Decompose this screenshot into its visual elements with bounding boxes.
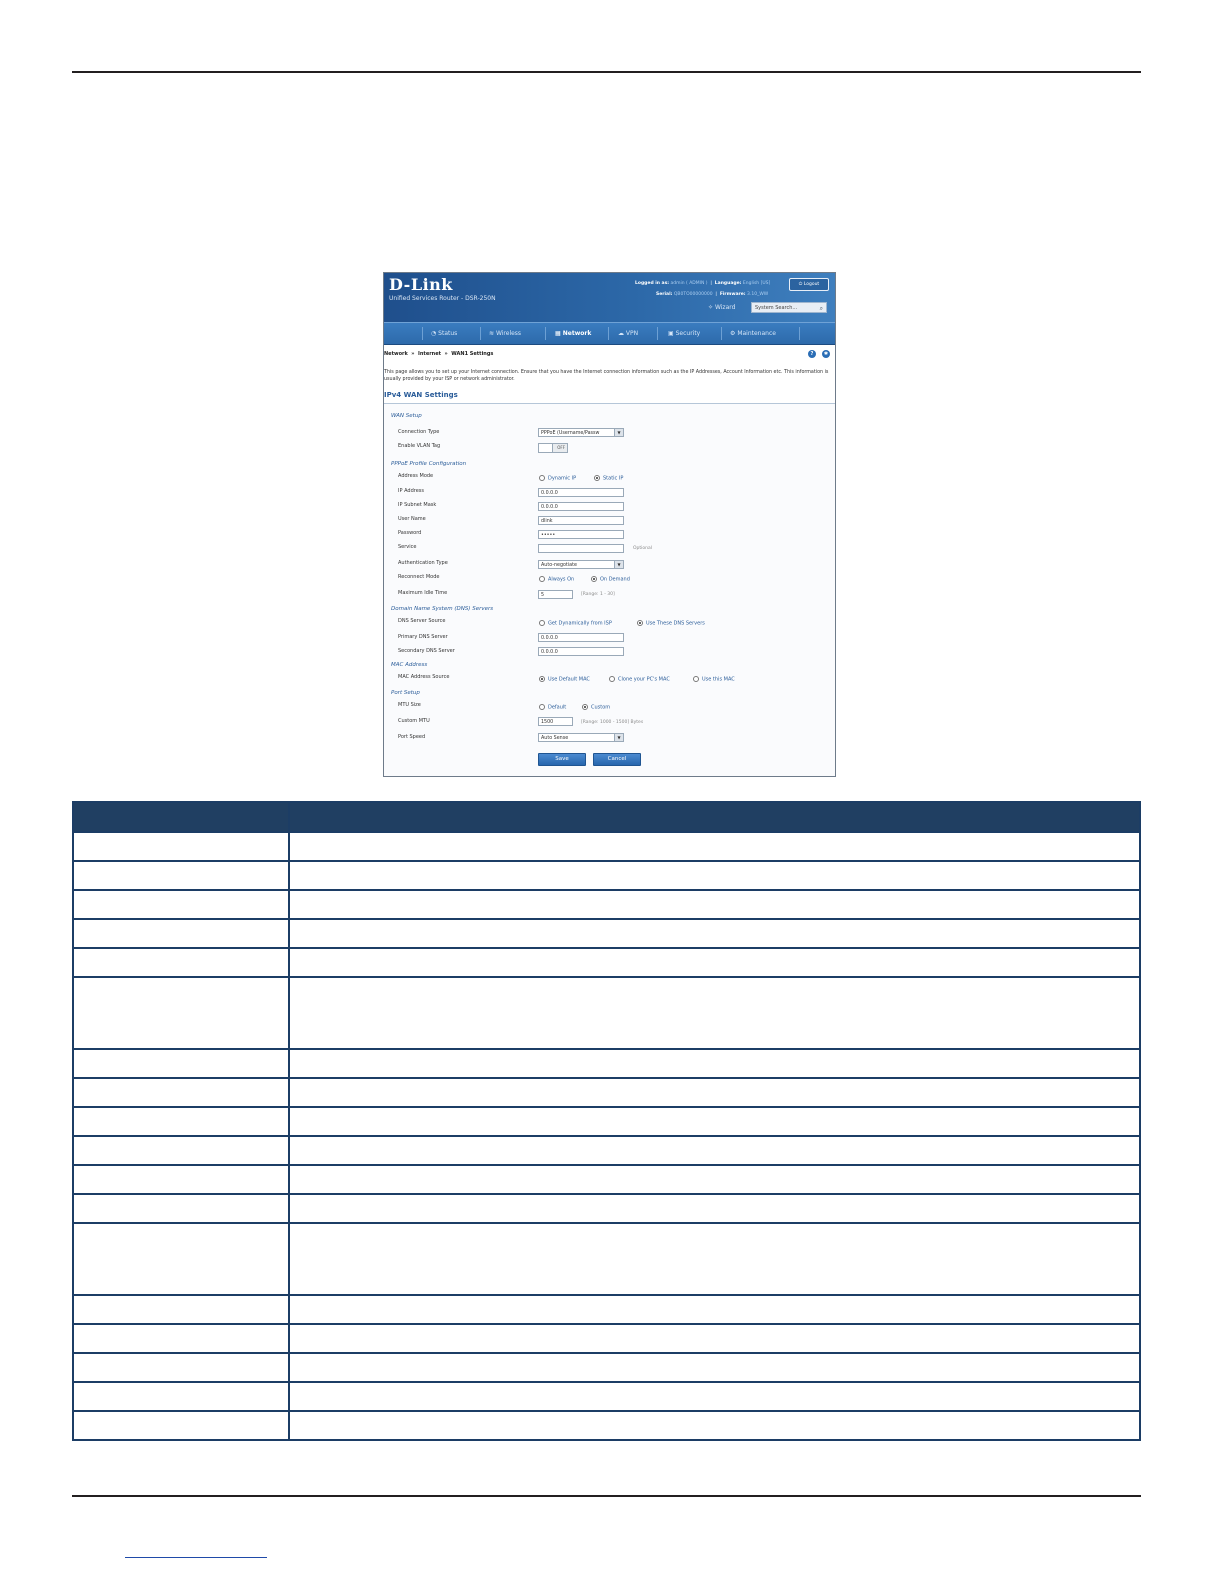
network-icon: ▦ bbox=[555, 330, 561, 337]
wifi-icon: ≋ bbox=[489, 330, 495, 337]
section-title: IPv4 WAN Settings bbox=[384, 391, 458, 399]
table-header-row bbox=[73, 802, 1140, 832]
breadcrumb: Network » Internet » WAN1 Settings bbox=[384, 351, 494, 357]
label-connection-type: Connection Type bbox=[398, 429, 440, 435]
radio-dns-isp[interactable]: Get Dynamically from ISP bbox=[539, 620, 612, 627]
search-icon: ⌕ bbox=[819, 305, 823, 312]
secondary-dns-input[interactable]: 0.0.0.0 bbox=[538, 647, 624, 656]
label-enable-vlan: Enable VLAN Tag bbox=[398, 443, 441, 449]
auth-type-select[interactable]: Auto-negotiate ▼ bbox=[538, 560, 624, 569]
label-user-name: User Name bbox=[398, 516, 426, 522]
language-label: Language: bbox=[714, 281, 742, 286]
table-row bbox=[73, 1165, 1140, 1194]
table-row bbox=[73, 1049, 1140, 1078]
group-wan-setup: WAN Setup bbox=[391, 413, 422, 419]
label-mtu-size: MTU Size bbox=[398, 702, 421, 708]
parameter-table bbox=[72, 801, 1141, 1441]
cancel-button[interactable]: Cancel bbox=[593, 753, 641, 766]
radio-mac-this[interactable]: Use this MAC bbox=[693, 676, 735, 683]
service-input[interactable] bbox=[538, 544, 624, 553]
label-subnet: IP Subnet Mask bbox=[398, 502, 437, 508]
chevron-down-icon: ▼ bbox=[614, 429, 623, 436]
system-search-input[interactable]: System Search... ⌕ bbox=[751, 302, 827, 313]
crumb-internet[interactable]: Internet bbox=[418, 351, 442, 357]
vlan-toggle[interactable]: OFF bbox=[538, 443, 568, 453]
table-row bbox=[73, 1136, 1140, 1165]
serial-label: Serial: bbox=[656, 292, 673, 297]
radio-mtu-default[interactable]: Default bbox=[539, 704, 566, 711]
table-row bbox=[73, 1194, 1140, 1223]
firmware-label: Firmware: bbox=[719, 292, 746, 297]
radio-mac-clone[interactable]: Clone your PC's MAC bbox=[609, 676, 670, 683]
table-row bbox=[73, 1107, 1140, 1136]
serial-value: QB0TO00000000 bbox=[673, 292, 713, 297]
label-reconnect: Reconnect Mode bbox=[398, 574, 440, 580]
table-row bbox=[73, 861, 1140, 890]
subnet-mask-input[interactable]: 0.0.0.0 bbox=[538, 502, 624, 511]
table-row bbox=[73, 1324, 1140, 1353]
main-nav bbox=[384, 322, 835, 345]
help-icon[interactable]: ? bbox=[808, 350, 816, 358]
logged-in-value: admin ( ADMIN ) bbox=[670, 281, 708, 286]
label-password: Password bbox=[398, 530, 422, 536]
chevron-down-icon: ▼ bbox=[614, 561, 623, 568]
table-row bbox=[73, 977, 1140, 1049]
wizard-link[interactable]: ✧ Wizard bbox=[708, 304, 736, 311]
label-custom-mtu: Custom MTU bbox=[398, 718, 430, 724]
router-header: D-Link Unified Services Router - DSR-250N Logged in as: admin ( ADMIN ) | Language: English [US] Serial: QB0TO00000000 | Firmware: 3.10_WW ⏻ Logout ✧ Wizard System Search... ⌕ bbox=[384, 273, 835, 322]
nav-maintenance[interactable]: ⚙ Maintenance bbox=[730, 330, 776, 337]
router-screenshot bbox=[383, 272, 836, 777]
wand-icon: ✧ bbox=[708, 304, 714, 311]
idle-hint: [Range: 1 - 30] bbox=[581, 592, 615, 597]
lock-icon: ▣ bbox=[668, 330, 674, 337]
footer-rule bbox=[72, 1495, 1141, 1497]
product-name: Unified Services Router - DSR-250N bbox=[389, 295, 496, 302]
radio-dynamic-ip[interactable]: Dynamic IP bbox=[539, 475, 576, 482]
table-row bbox=[73, 1353, 1140, 1382]
table-row bbox=[73, 890, 1140, 919]
radio-dns-these[interactable]: Use These DNS Servers bbox=[637, 620, 705, 627]
table-row bbox=[73, 1382, 1140, 1411]
firmware-value: 3.10_WW bbox=[747, 292, 769, 297]
radio-on-demand[interactable]: On Demand bbox=[591, 576, 630, 583]
mtu-hint: [Range: 1000 - 1500] Bytes bbox=[581, 720, 644, 725]
dlink-logo: D-Link bbox=[389, 275, 453, 294]
nav-network[interactable]: ▦ Network bbox=[555, 330, 592, 337]
chevron-down-icon: ▼ bbox=[614, 734, 623, 741]
nav-wireless[interactable]: ≋ Wireless bbox=[489, 330, 522, 337]
label-auth-type: Authentication Type bbox=[398, 560, 448, 566]
crumb-network[interactable]: Network bbox=[384, 351, 408, 357]
radio-mtu-custom[interactable]: Custom bbox=[582, 704, 610, 711]
logged-in-label: Logged in as: bbox=[635, 281, 670, 286]
nav-security[interactable]: ▣ Security bbox=[668, 330, 701, 337]
crumb-wan1: WAN1 Settings bbox=[451, 351, 494, 357]
label-address-mode: Address Mode bbox=[398, 473, 434, 479]
group-port: Port Setup bbox=[391, 690, 420, 696]
table-row bbox=[73, 919, 1140, 948]
settings-icon[interactable]: ✱ bbox=[823, 351, 829, 357]
ip-address-input[interactable]: 0.0.0.0 bbox=[538, 488, 624, 497]
nav-status[interactable]: ◔ Status bbox=[431, 330, 458, 337]
radio-static-ip[interactable]: Static IP bbox=[594, 475, 623, 482]
label-mac-source: MAC Address Source bbox=[398, 674, 450, 680]
table-row bbox=[73, 1223, 1140, 1295]
label-secondary-dns: Secondary DNS Server bbox=[398, 648, 455, 654]
header-rule bbox=[72, 71, 1141, 73]
label-primary-dns: Primary DNS Server bbox=[398, 634, 448, 640]
save-button[interactable]: Save bbox=[538, 753, 586, 766]
group-mac: MAC Address bbox=[391, 662, 428, 668]
table-row bbox=[73, 1295, 1140, 1324]
cloud-icon: ☁ bbox=[618, 330, 624, 337]
group-dns: Domain Name System (DNS) Servers bbox=[391, 606, 494, 612]
logout-button[interactable]: ⏻ Logout bbox=[789, 278, 829, 291]
intro-text: This page allows you to set up your Internet connection. Ensure that you have the Internet connection information such as the IP Addresses, Account Information etc. This information is usually provided by your ISP or network administrator. bbox=[384, 370, 829, 382]
user-name-input[interactable]: dlink bbox=[538, 516, 624, 525]
radio-mac-default[interactable]: Use Default MAC bbox=[539, 676, 590, 683]
label-ip-address: IP Address bbox=[398, 488, 424, 494]
table-row bbox=[73, 1078, 1140, 1107]
label-port-speed: Port Speed bbox=[398, 734, 426, 740]
primary-dns-input[interactable]: 0.0.0.0 bbox=[538, 633, 624, 642]
nav-vpn[interactable]: ☁ VPN bbox=[618, 330, 639, 337]
label-dns-source: DNS Server Source bbox=[398, 618, 446, 624]
table-row bbox=[73, 948, 1140, 977]
radio-always-on[interactable]: Always On bbox=[539, 576, 574, 583]
label-idle-time: Maximum Idle Time bbox=[398, 590, 448, 596]
password-input[interactable]: ••••• bbox=[538, 530, 624, 539]
service-hint: Optional bbox=[633, 546, 653, 551]
gear-icon: ⚙ bbox=[730, 330, 736, 337]
custom-mtu-input[interactable]: 1500 bbox=[538, 717, 573, 726]
gauge-icon: ◔ bbox=[431, 330, 437, 337]
footer-link-underline[interactable] bbox=[125, 1557, 267, 1558]
port-speed-select[interactable]: Auto Sense ▼ bbox=[538, 733, 624, 742]
power-icon: ⏻ bbox=[798, 282, 803, 287]
label-service: Service bbox=[398, 544, 417, 550]
connection-type-select[interactable]: PPPoE (Username/Passw ▼ bbox=[538, 428, 624, 437]
table-row bbox=[73, 1411, 1140, 1440]
table-row bbox=[73, 832, 1140, 861]
idle-time-input[interactable]: 5 bbox=[538, 590, 573, 599]
group-pppoe: PPPoE Profile Configuration bbox=[391, 461, 467, 467]
language-value[interactable]: English [US] bbox=[742, 281, 771, 286]
